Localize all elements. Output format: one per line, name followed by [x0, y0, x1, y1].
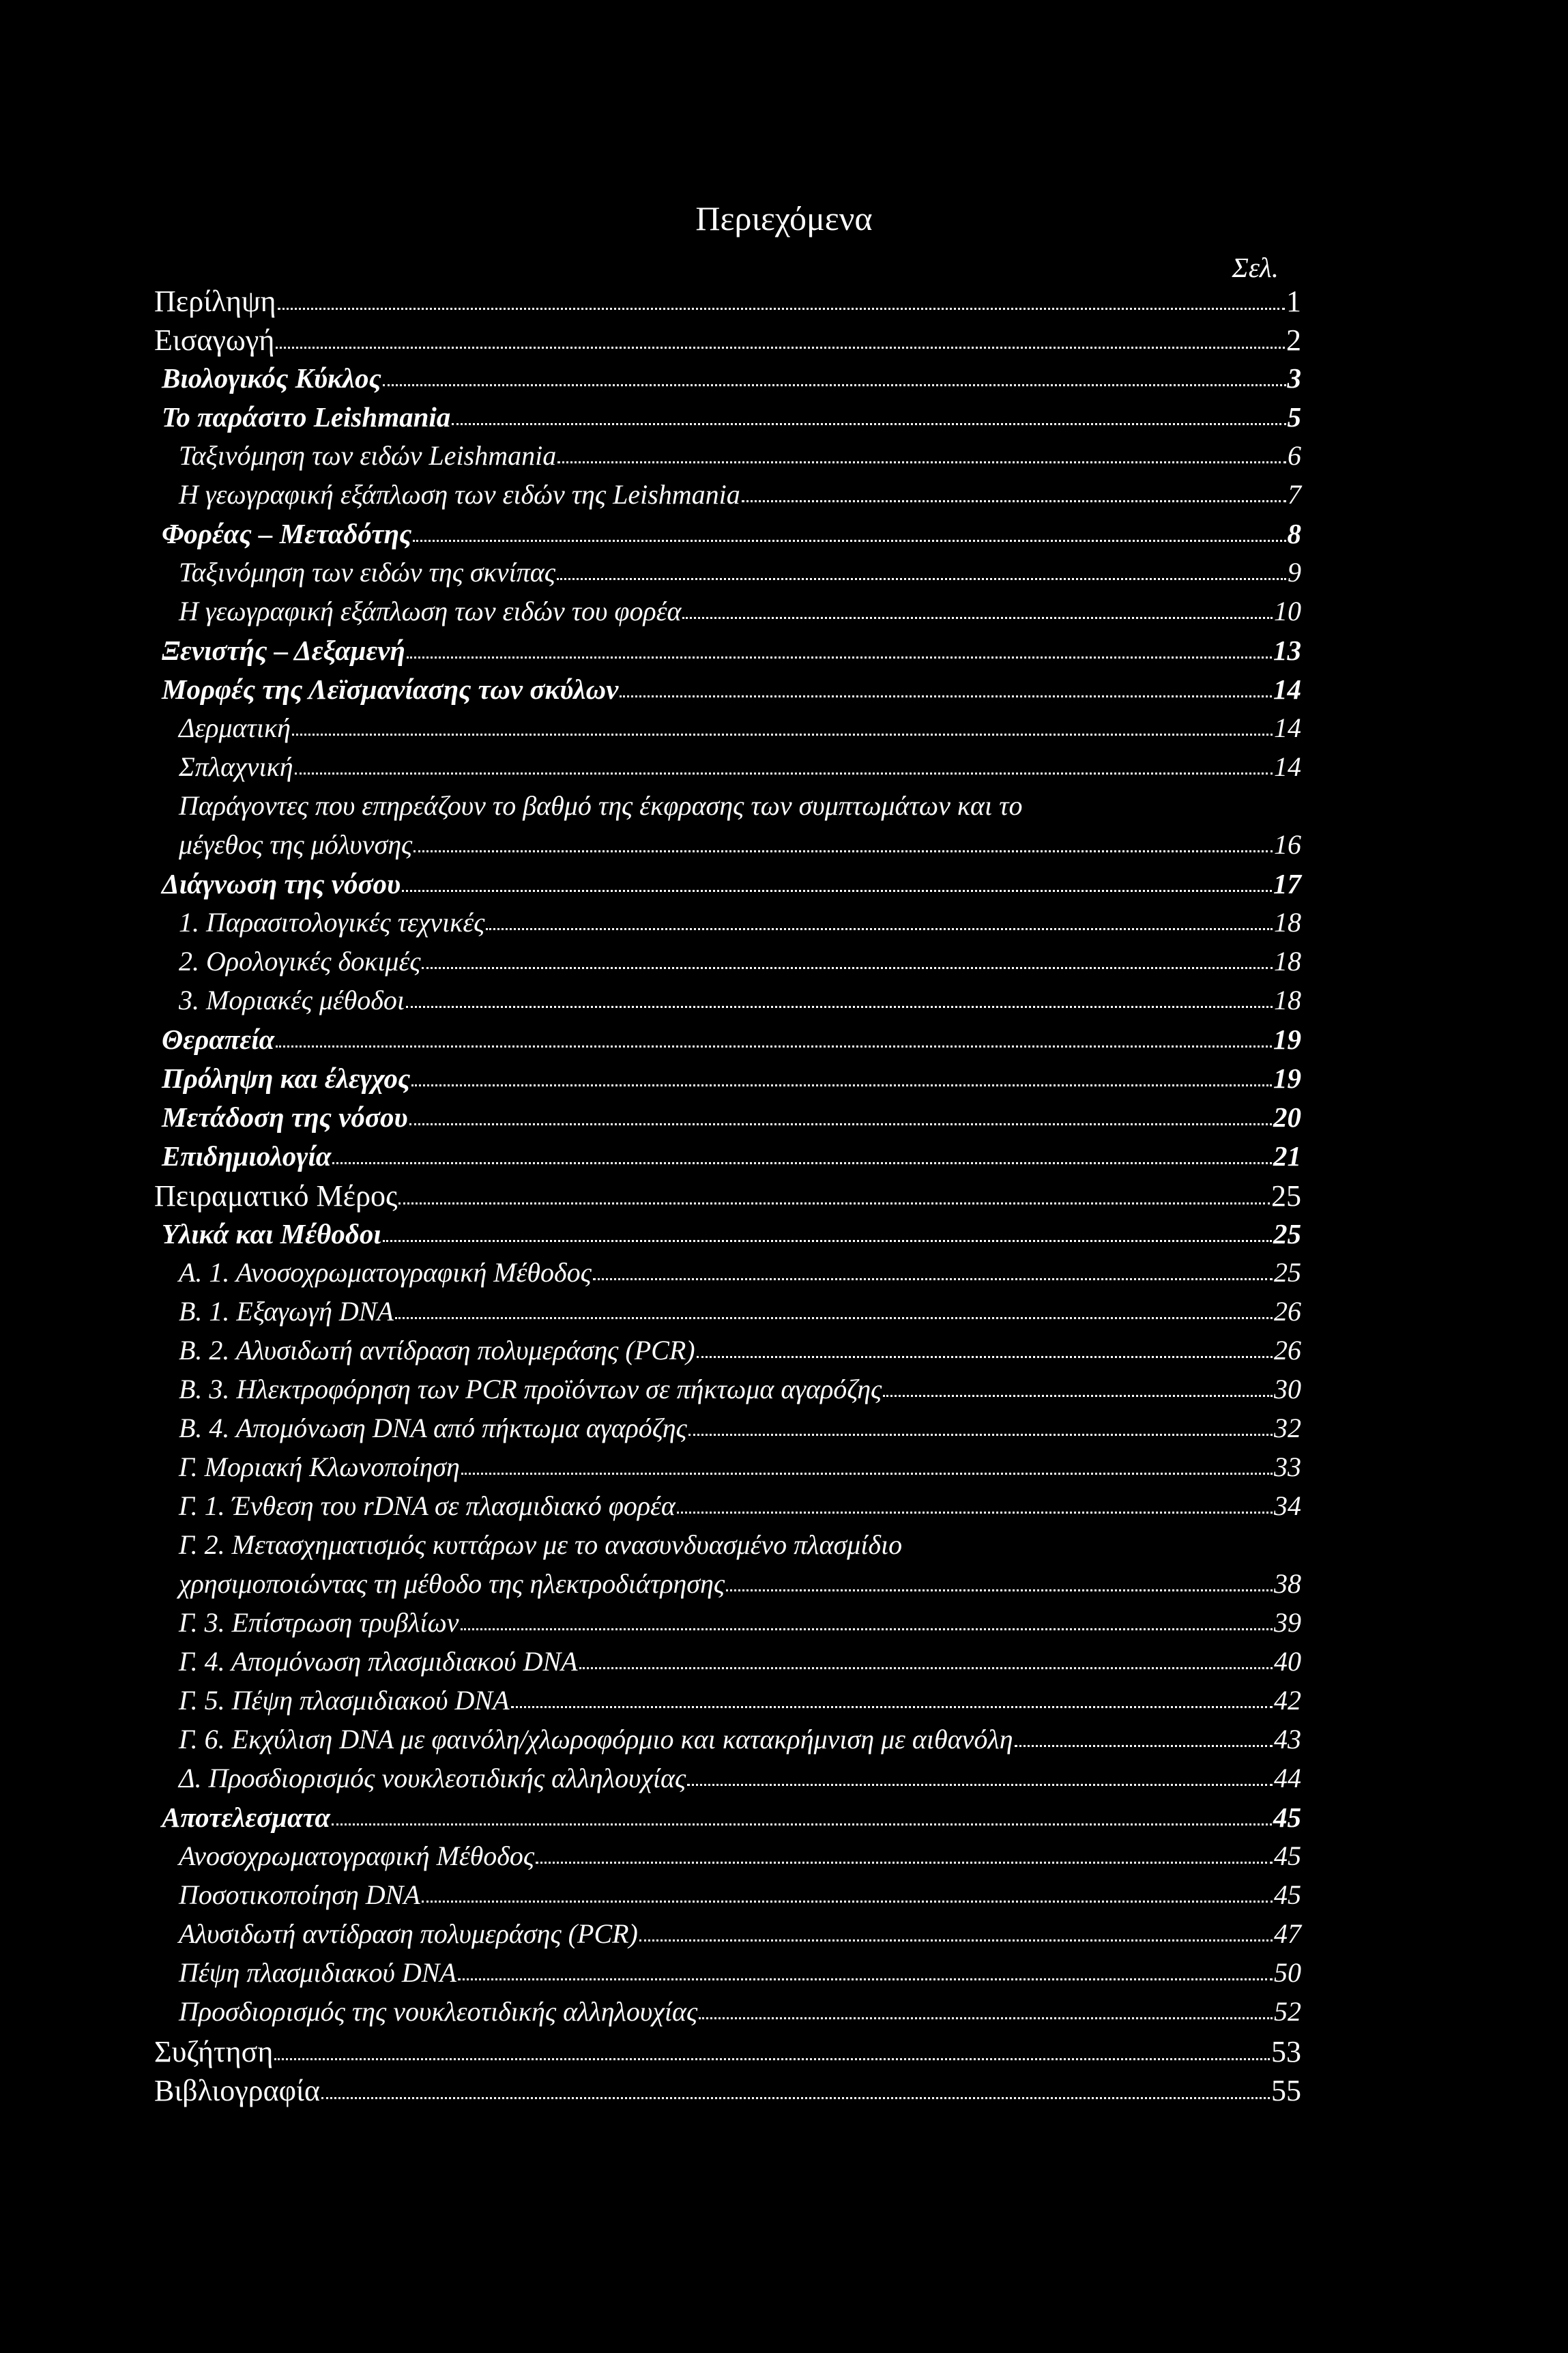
- dot-leader: [398, 1202, 1270, 1204]
- dot-leader: [321, 2097, 1270, 2099]
- dot-leader: [699, 2017, 1273, 2019]
- toc-entry[interactable]: [154, 287, 1301, 317]
- toc-entry[interactable]: [162, 637, 1301, 665]
- toc-entry[interactable]: [179, 831, 1301, 858]
- dot-leader: [511, 1706, 1273, 1708]
- toc-entry-title: Πέψη πλασμιδιακού DNA: [179, 1957, 456, 1988]
- toc-page-number: 6: [1288, 440, 1301, 471]
- toc-entry-title: Προσδιορισμός της νουκλεοτιδικής αλληλουχίας: [179, 1996, 698, 2027]
- dot-leader: [422, 967, 1273, 969]
- toc-page-number: 45: [1274, 1840, 1301, 1871]
- toc-page-number: 10: [1274, 596, 1301, 626]
- toc-entry-title: Θεραπεία: [162, 1024, 275, 1055]
- toc-page-number: 42: [1274, 1685, 1301, 1716]
- toc-entry-title: Β. 4. Απομόνωση DNA από πήκτωμα αγαρόζης: [179, 1413, 687, 1443]
- toc-entry[interactable]: [162, 870, 1301, 898]
- toc-entry-title: Επιδημιολογία: [162, 1140, 332, 1172]
- dot-leader: [883, 1395, 1273, 1397]
- toc-entry-title: Ανοσοχρωματογραφική Μέθοδος: [179, 1840, 535, 1871]
- dot-leader: [276, 1045, 1272, 1048]
- toc-entry[interactable]: [162, 364, 1301, 392]
- toc-page-number: 21: [1273, 1140, 1301, 1172]
- toc-page-number: 55: [1271, 2074, 1301, 2107]
- toc-page-number: 53: [1271, 2035, 1301, 2068]
- toc-page-number: 25: [1274, 1257, 1301, 1288]
- toc-entry[interactable]: [162, 403, 1301, 431]
- toc-entry-title: Ταξινόμηση των ειδών Leishmania: [179, 440, 557, 471]
- toc-page-number: 14: [1273, 674, 1301, 705]
- dot-leader: [413, 850, 1273, 852]
- toc-entry[interactable]: [179, 1648, 1301, 1675]
- toc-entry[interactable]: [179, 559, 1301, 586]
- toc-page-number: 20: [1273, 1101, 1301, 1133]
- toc-entry[interactable]: [162, 1065, 1301, 1093]
- toc-entry-title: Ταξινόμηση των ειδών της σκνίπας: [179, 557, 555, 588]
- dot-leader: [458, 1978, 1273, 1980]
- dot-leader: [276, 347, 1285, 349]
- dot-leader: [461, 1628, 1273, 1630]
- toc-page-number: 17: [1273, 868, 1301, 899]
- toc-entry[interactable]: [179, 792, 1022, 820]
- dot-leader: [383, 384, 1286, 386]
- toc-page-number: 50: [1274, 1957, 1301, 1988]
- toc-entry[interactable]: [179, 1765, 1301, 1792]
- toc-entry-title: Βιβλιογραφία: [154, 2074, 320, 2107]
- toc-entry[interactable]: [179, 1337, 1301, 1364]
- dot-leader: [413, 540, 1286, 542]
- toc-entry[interactable]: [154, 323, 1301, 357]
- toc-page-number: 14: [1274, 751, 1301, 782]
- toc-entry-title: Πρόληψη και έλεγχος: [162, 1063, 411, 1094]
- toc-entry[interactable]: [179, 987, 1301, 1014]
- toc-page-number: 34: [1274, 1490, 1301, 1521]
- toc-page-number: 2: [1286, 323, 1301, 357]
- toc-entry[interactable]: [179, 1840, 1301, 1871]
- toc-entry[interactable]: [179, 1881, 1301, 1909]
- toc-page-number: 25: [1273, 1218, 1301, 1250]
- dot-leader: [422, 1901, 1273, 1903]
- toc-page-number: 8: [1287, 518, 1301, 549]
- toc-entry[interactable]: [179, 1376, 1301, 1403]
- toc-page-number: 32: [1274, 1413, 1301, 1443]
- toc-page-number: 26: [1274, 1296, 1301, 1327]
- toc-entry[interactable]: [179, 909, 1301, 936]
- toc-entry[interactable]: [179, 442, 1301, 470]
- toc-entry-title: Β. 2. Αλυσιδωτή αντίδραση πολυμεράσης (PCR): [179, 1335, 695, 1366]
- toc-page-number: 3: [1287, 362, 1301, 394]
- dot-leader: [579, 1667, 1273, 1669]
- dot-leader: [639, 1939, 1273, 1941]
- toc-page-number: 52: [1274, 1996, 1301, 2027]
- dot-leader: [742, 500, 1286, 502]
- dot-leader: [486, 928, 1273, 930]
- toc-entry[interactable]: [179, 1415, 1301, 1442]
- toc-entry-title: Αλυσιδωτή αντίδραση πολυμεράσης (PCR): [179, 1918, 638, 1949]
- dot-leader: [332, 1823, 1272, 1825]
- dot-leader: [593, 1278, 1273, 1280]
- toc-entry[interactable]: [162, 520, 1301, 548]
- toc-entry-title: Β. 1. Εξαγωγή DNA: [179, 1296, 394, 1327]
- toc-entry[interactable]: [179, 1454, 1301, 1481]
- toc-page-number: 26: [1274, 1335, 1301, 1366]
- toc-page-number: 33: [1274, 1452, 1301, 1482]
- toc-entry-title: Γ. 2. Μετασχηματισμός κυττάρων με το ανασυνδυασμένο πλασμίδιο: [179, 1529, 903, 1560]
- toc-entry-title: Μορφές της Λεϊσμανίασης των σκύλων: [162, 674, 619, 705]
- toc-entry[interactable]: [162, 1142, 1301, 1170]
- toc-page-number: 19: [1273, 1024, 1301, 1055]
- toc-entry-title: Μετάδοση της νόσου: [162, 1101, 408, 1133]
- toc-entry-title: Δ. Προσδιορισμός νουκλεοτιδικής αλληλουχίας: [179, 1763, 686, 1793]
- toc-entry-title: Περίληψη: [154, 285, 276, 318]
- dot-leader: [395, 1317, 1273, 1319]
- toc-entry[interactable]: [179, 598, 1301, 625]
- toc-entry-title: Γ. 6. Εκχύλιση DNA με φαινόλη/χλωροφόρμιο και κατακρήμνιση με αιθανόλη: [179, 1724, 1013, 1755]
- toc-page-number: 16: [1274, 829, 1301, 860]
- toc-page-number: 1: [1286, 285, 1301, 318]
- toc-page-number: 18: [1274, 946, 1301, 977]
- toc-entry-title: Ξενιστής – Δεξαμενή: [162, 635, 405, 666]
- toc-entry-title: Συζήτηση: [154, 2035, 274, 2068]
- toc-page-number: 38: [1274, 1568, 1301, 1599]
- dot-leader: [461, 1473, 1273, 1475]
- dot-leader: [682, 617, 1273, 619]
- page-title: Περιεχόμενα: [695, 199, 873, 237]
- toc-entry[interactable]: [179, 481, 1301, 508]
- toc-page-number: 18: [1274, 985, 1301, 1015]
- dot-leader: [557, 578, 1286, 580]
- toc-entry-title: 2. Ορολογικές δοκιμές: [179, 946, 421, 977]
- toc-entry[interactable]: [162, 1804, 1301, 1832]
- dot-leader: [409, 1123, 1272, 1125]
- dot-leader: [411, 1084, 1272, 1086]
- toc-page-number: 39: [1274, 1607, 1301, 1638]
- dot-leader: [292, 734, 1273, 736]
- toc-entry-title: Γ. 5. Πέψη πλασμιδιακού DNA: [179, 1685, 510, 1716]
- toc-page-number: 44: [1274, 1763, 1301, 1793]
- toc-entry-title: Γ. Μοριακή Κλωνοποίηση: [179, 1452, 460, 1482]
- toc-entry[interactable]: [179, 1492, 1301, 1520]
- dot-leader: [274, 2058, 1270, 2060]
- toc-page-number: 18: [1274, 907, 1301, 938]
- toc-page-number: 14: [1274, 712, 1301, 743]
- toc-entry-title: Α. 1. Ανοσοχρωματογραφική Μέθοδος: [179, 1257, 592, 1288]
- dot-leader: [295, 773, 1273, 775]
- toc-entry-title: Υλικά και Μέθοδοι: [162, 1218, 381, 1250]
- toc-entry-title: Εισαγωγή: [154, 323, 275, 357]
- toc-entry-title: Το παράσιτο Leishmania: [162, 401, 451, 433]
- toc-entry[interactable]: [154, 2076, 1301, 2106]
- toc-entry-title: Γ. 4. Απομόνωση πλασμιδιακού DNA: [179, 1646, 578, 1677]
- dot-leader: [402, 890, 1272, 892]
- toc-entry[interactable]: [179, 753, 1301, 781]
- toc-entry-title: μέγεθος της μόλυνσης: [179, 829, 413, 860]
- toc-page-number: 47: [1274, 1918, 1301, 1949]
- toc-entry[interactable]: [179, 1259, 1301, 1286]
- dot-leader: [688, 1434, 1273, 1436]
- dot-leader: [278, 308, 1285, 310]
- dot-leader: [383, 1240, 1272, 1242]
- toc-entry[interactable]: [179, 1531, 902, 1559]
- toc-page-number: 13: [1273, 635, 1301, 666]
- toc-entry-title: Πειραματικό Μέρος: [154, 1179, 398, 1213]
- toc-entry[interactable]: [179, 1687, 1301, 1714]
- toc-page-number: 40: [1274, 1646, 1301, 1677]
- toc-entry-title: Φορέας – Μεταδότης: [162, 518, 412, 549]
- toc-entry[interactable]: [179, 948, 1301, 975]
- toc-page-number: 7: [1288, 479, 1301, 510]
- toc-entry-title: Γ. 3. Επίστρωση τρυβλίων: [179, 1607, 459, 1638]
- toc-entry-title: Β. 3. Ηλεκτροφόρηση των PCR προϊόντων σε πήκτωμα αγαρόζης: [179, 1374, 882, 1404]
- toc-page-number: 43: [1274, 1724, 1301, 1755]
- toc-entry[interactable]: [179, 1726, 1301, 1753]
- dot-leader: [726, 1589, 1273, 1591]
- dot-leader: [620, 695, 1272, 697]
- toc-entry[interactable]: [154, 1181, 1301, 1211]
- dot-leader: [697, 1356, 1273, 1358]
- toc-entry-title: Η γεωγραφική εξάπλωση των ειδών του φορέα: [179, 596, 682, 626]
- dot-leader: [677, 1512, 1273, 1514]
- dot-leader: [1015, 1745, 1273, 1747]
- toc-entry[interactable]: [179, 714, 1301, 742]
- toc-entry-title: 3. Μοριακές μέθοδοι: [179, 985, 405, 1015]
- page-column-label: Σελ.: [1232, 252, 1279, 283]
- toc-entry-title: Η γεωγραφική εξάπλωση των ειδών της Leishmania: [179, 479, 740, 510]
- toc-entry[interactable]: [162, 676, 1301, 704]
- toc-entry-title: Διάγνωση της νόσου: [162, 868, 401, 899]
- toc-page-number: 19: [1273, 1063, 1301, 1094]
- toc-page-number: 45: [1273, 1802, 1301, 1833]
- toc-entry[interactable]: [179, 1298, 1301, 1325]
- dot-leader: [332, 1162, 1272, 1164]
- toc-page-number: 9: [1288, 557, 1301, 588]
- toc-entry-title: Δερματική: [179, 712, 291, 743]
- toc-entry-title: Αποτελεσματα: [162, 1802, 330, 1833]
- toc-page-number: 25: [1271, 1179, 1301, 1213]
- toc-entry[interactable]: [179, 1959, 1301, 1987]
- toc-entry[interactable]: [162, 1026, 1301, 1054]
- toc-page-number: 30: [1274, 1374, 1301, 1404]
- toc-entry-title: Βιολογικός Κύκλος: [162, 362, 381, 394]
- toc-entry[interactable]: [162, 1103, 1301, 1131]
- toc-entry[interactable]: [154, 2037, 1301, 2067]
- dot-leader: [536, 1862, 1273, 1864]
- toc-entry[interactable]: [162, 1220, 1301, 1248]
- toc-entry[interactable]: [179, 1570, 1301, 1598]
- dot-leader: [406, 1006, 1273, 1008]
- toc-entry-title: Παράγοντες που επηρεάζουν το βαθμό της έκφρασης των συμπτωμάτων και το: [179, 790, 1023, 821]
- toc-page-number: 45: [1274, 1879, 1301, 1910]
- toc-page-number: 5: [1287, 401, 1301, 433]
- dot-leader: [407, 656, 1272, 659]
- toc-entry-title: 1. Παρασιτολογικές τεχνικές: [179, 907, 485, 938]
- toc-entry-title: Ποσοτικοποίηση DNA: [179, 1879, 420, 1910]
- toc-entry[interactable]: [179, 1920, 1301, 1948]
- toc-entry-title: χρησιμοποιώντας τη μέθοδο της ηλεκτροδιάτρησης: [179, 1568, 725, 1599]
- toc-entry-title: Γ. 1. Ένθεση του rDNA σε πλασμιδιακό φορέα: [179, 1490, 676, 1521]
- dot-leader: [557, 461, 1286, 463]
- dot-leader: [687, 1784, 1273, 1786]
- toc-entry[interactable]: [179, 1609, 1301, 1636]
- toc-entry-title: Σπλαχνική: [179, 751, 293, 782]
- dot-leader: [452, 423, 1286, 425]
- toc-entry[interactable]: [179, 1998, 1301, 2025]
